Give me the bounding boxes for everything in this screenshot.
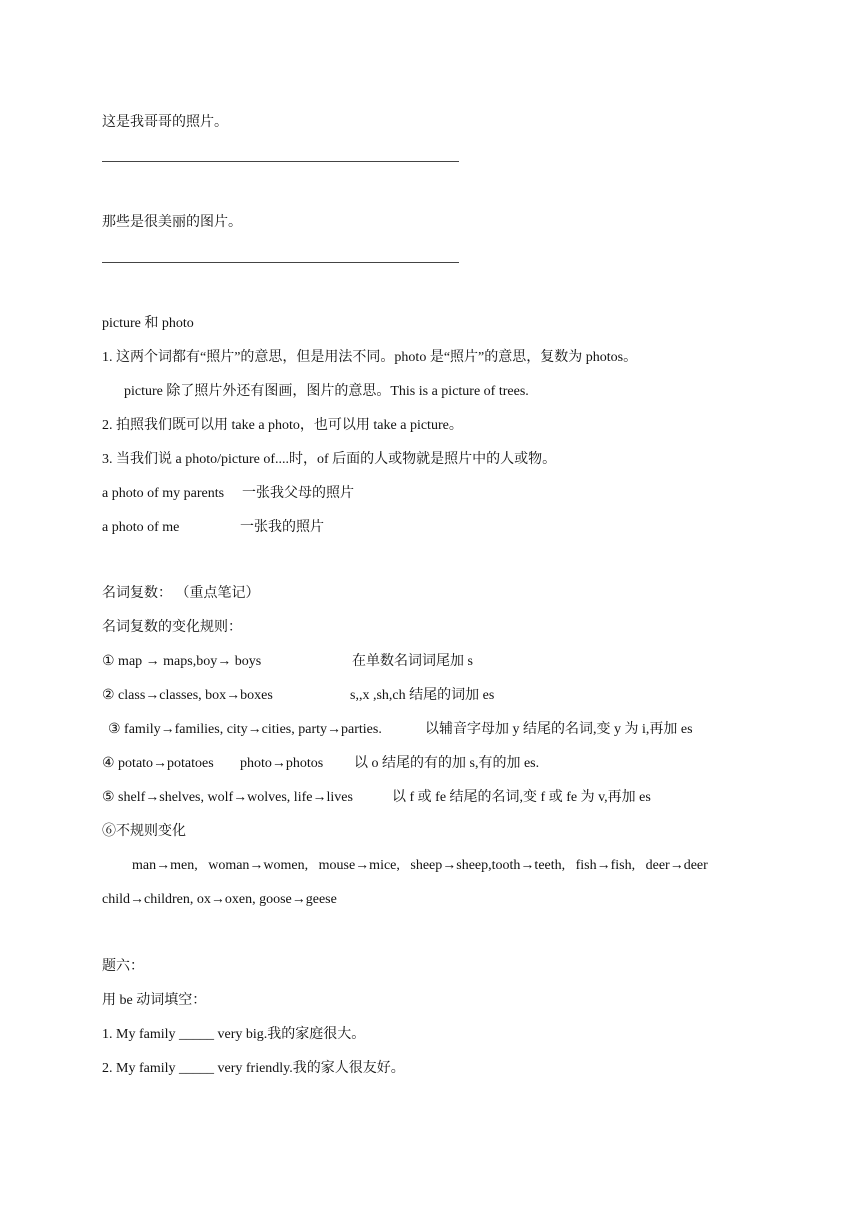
question-1: 1. My family _____ very big.我的家庭很大。 [102, 1027, 366, 1042]
rule-2-note: s,,x ,sh,ch 结尾的词加 es [350, 688, 495, 703]
section-heading-exercise-6: 题六： [102, 959, 144, 974]
section-heading-picture-photo: picture 和 photo [102, 316, 194, 331]
answer-line-1 [102, 161, 459, 162]
rule-4: ④ potato→potatoes [102, 756, 214, 771]
exercise-sentence-1: 这是我哥哥的照片。 [102, 115, 228, 130]
plural-rules-heading: 名词复数的变化规则： [102, 620, 242, 635]
example-b: a photo of me [102, 520, 180, 535]
rule-2: ② class→classes, box→boxes [102, 688, 273, 703]
note-1b: picture 除了照片外还有图画，图片的意思。This is a picture of trees. [124, 384, 529, 399]
rule-4-note: 以 o 结尾的有的加 s,有的加 es. [354, 756, 540, 771]
note-3: 3. 当我们说 a photo/picture of....时，of 后面的人或物就是照片中的人或物。 [102, 452, 557, 467]
rule-1: ① map → maps,boy→ boys [102, 654, 262, 669]
example-a-translation: 一张我父母的照片 [242, 486, 354, 501]
rule-4-example: photo→photos [240, 756, 324, 771]
rule-5-note: 以 f 或 fe 结尾的名词,变 f 或 fe 为 v,再加 es [392, 790, 651, 805]
question-2: 2. My family _____ very friendly.我的家人很友好。 [102, 1061, 405, 1076]
exercise-sentence-2: 那些是很美丽的图片。 [102, 215, 242, 230]
exercise-instruction: 用 be 动词填空： [102, 993, 207, 1008]
rule-6: ⑥不规则变化 [102, 824, 186, 839]
rule-6-examples-2: child→children, ox→oxen, goose→geese [102, 892, 337, 907]
section-heading-plural-nouns: 名词复数： （重点笔记） [102, 586, 260, 601]
rule-3-note: 以辅音字母加 y 结尾的名词,变 y 为 i,再加 es [425, 722, 693, 737]
rule-6-examples-1: man→men, woman→women, mouse→mice, sheep→sheep,tooth→teeth, fish→fish, deer→deer [132, 858, 708, 873]
rule-5: ⑤ shelf→shelves, wolf→wolves, life→lives [102, 790, 353, 805]
answer-line-2 [102, 262, 459, 263]
example-b-translation: 一张我的照片 [240, 520, 324, 535]
rule-1-note: 在单数名词词尾加 s [352, 654, 473, 669]
rule-3: ③ family→families, city→cities, party→parties. [108, 722, 382, 737]
example-a: a photo of my parents [102, 486, 225, 501]
note-2: 2. 拍照我们既可以用 take a photo，也可以用 take a picture。 [102, 418, 463, 433]
note-1: 1. 这两个词都有“照片”的意思，但是用法不同。photo 是“照片”的意思，复数为 photos。 [102, 350, 638, 365]
